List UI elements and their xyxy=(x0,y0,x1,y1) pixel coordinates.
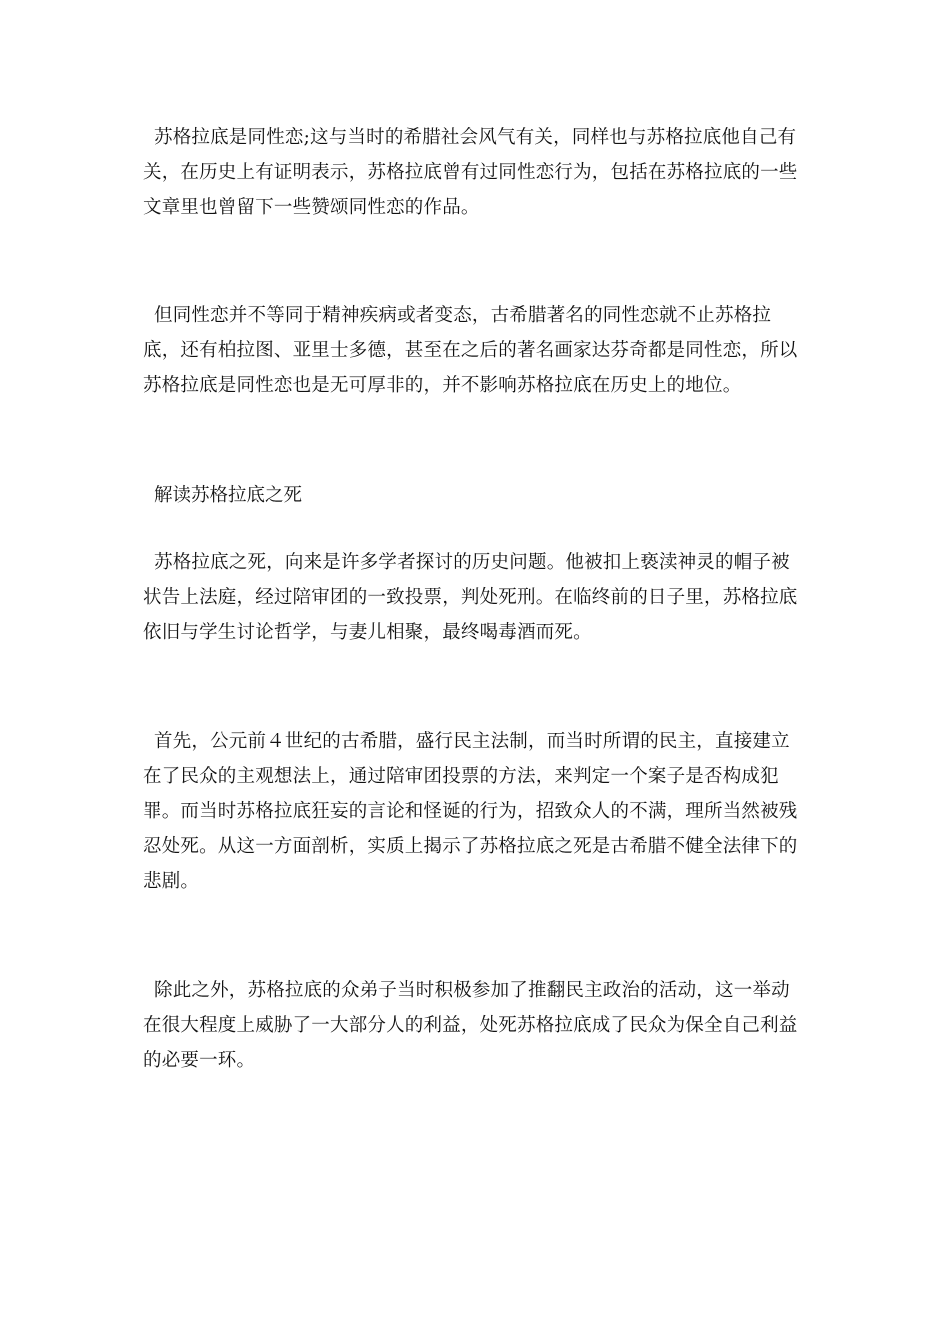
paragraph-homosexuality-context: 但同性恋并不等同于精神疾病或者变态，古希腊著名的同性恋就不止苏格拉底，还有柏拉图、亚里士多德，甚至在之后的著名画家达芬奇都是同性恋，所以苏格拉底是同性恋也是无可厚非的，并不影响苏格拉底在历史上的地位。 xyxy=(143,305,798,396)
paragraph-death-politics: 除此之外，苏格拉底的众弟子当时积极参加了推翻民主政治的活动，这一举动在很大程度上威胁了一大部分人的利益，处死苏格拉底成了民众为保全自己利益的必要一环。 xyxy=(143,980,798,1071)
paragraph-death-law: 首先，公元前４世纪的古希腊，盛行民主法制，而当时所谓的民主，直接建立在了民众的主观想法上，通过陪审团投票的方法，来判定一个案子是否构成犯罪。而当时苏格拉底狂妄的言论和怪诞的行为，招致众人的不满，理所当然被残忍处死。从这一方面剖析，实质上揭示了苏格拉底之死是古希腊不健全法律下的悲剧。 xyxy=(143,731,798,892)
paragraph-homosexuality-intro: 苏格拉底是同性恋;这与当时的希腊社会风气有关，同样也与苏格拉底他自己有关，在历史上有证明表示，苏格拉底曾有过同性恋行为，包括在苏格拉底的一些文章里也曾留下一些赞颂同性恋的作品。 xyxy=(143,127,798,218)
section-heading: 解读苏格拉底之死 xyxy=(154,485,303,506)
paragraph-death-overview: 苏格拉底之死，向来是许多学者探讨的历史问题。他被扣上亵渎神灵的帽子被状告上法庭，经过陪审团的一致投票，判处死刑。在临终前的日子里，苏格拉底依旧与学生讨论哲学，与妻儿相聚，最终喝毒酒而死。 xyxy=(143,552,798,643)
